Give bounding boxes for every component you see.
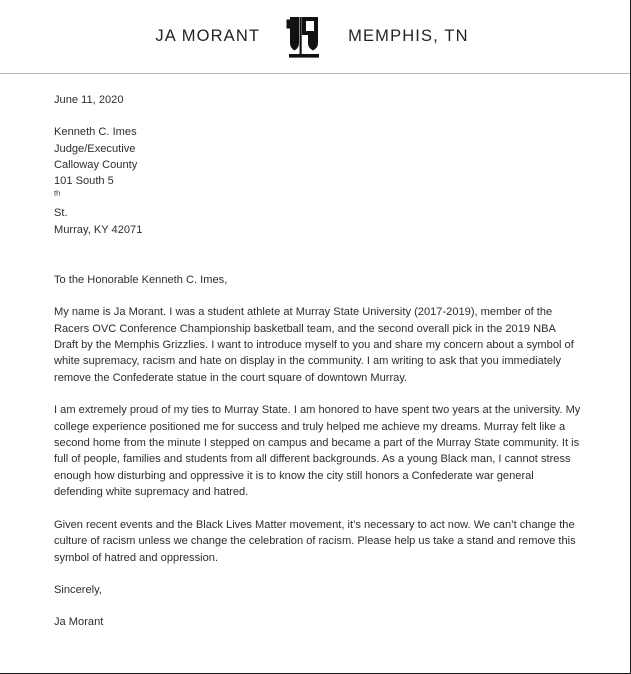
ja-monogram-icon [284,13,324,61]
recipient-street-ordinal: th [54,188,61,198]
recipient-city-state-zip: Murray, KY 42071 [54,223,143,236]
letterhead-location: MEMPHIS, TN [348,27,469,46]
letter-closing: Sincerely, [54,583,102,596]
recipient-street [54,173,582,222]
recipient-name: Kenneth C. Imes [54,126,137,139]
letter-signer: Ja Morant [54,616,104,629]
letterhead [0,0,630,73]
letter-paragraph-2: I am extremely proud of my ties to Murray State. I am honored to have spent two years at the university. My college experience positioned me for success and truly helped me achieve my dreams. Murray felt like a second home from the minute I stepped on campus and became a part of the Murray State community. It is full of people, families and students from all different backgrounds. As a young Black man, I cannot stress enough how disturbing and oppressive it is to know the city still honors a Confederate war general defending white supremacy and hatred. [54,404,581,499]
letter-paragraph-3: Given recent events and the Black Lives Matter movement, it’s necessary to act now. We can’t change the culture of racism unless we change the celebration of racism. Please help us take a stand and remove this symbol of hatred and oppression. [54,518,576,564]
letter-body [0,74,630,631]
recipient-title: Judge/Executive [54,142,136,155]
recipient-street-number: 101 South 5 [54,175,114,188]
recipient-street-suffix: St. [54,207,68,220]
letter-date: June 11, 2020 [54,94,124,106]
letterhead-name: JA MORANT [155,27,261,46]
letter-paragraph-1: My name is Ja Morant. I was a student athlete at Murray State University (2017-2019), member of the Racers OVC Conference Championship basketball team, and the second overall pick in the 2019 NBA Draft by the Memphis Grizzlies. I want to introduce myself to you and share my concern about a symbol of white supremacy, racism and hate on display in the community. I am writing to ask that you immediately remove the Confederate statue in the court square of downtown Murray. [54,306,574,384]
recipient-address-block [54,124,582,237]
letter-salutation: To the Honorable Kenneth C. Imes, [54,273,228,286]
recipient-organization: Calloway County [54,158,138,171]
